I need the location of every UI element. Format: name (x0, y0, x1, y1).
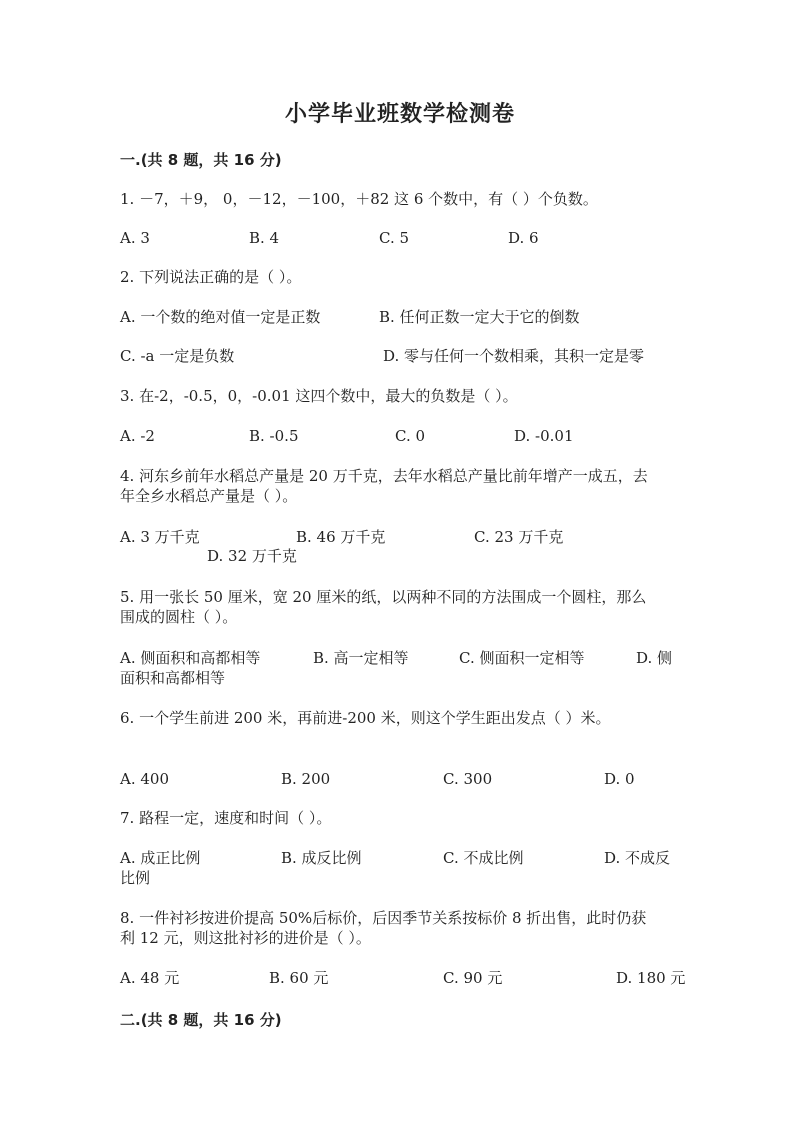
q7-option-a: A. 成正比例 (120, 849, 201, 867)
q4-option-d: D. 32 万千克 (207, 547, 297, 565)
q4-option-c: C. 23 万千克 (474, 528, 564, 546)
q5-option-d-cont: 面积和高都相等 (120, 669, 226, 687)
question-4-text-line2: 年全乡水稻总产量是（ ）。 (120, 487, 298, 505)
q1-option-d: D. 6 (508, 229, 539, 247)
q7-option-b: B. 成反比例 (281, 849, 362, 867)
q7-option-d-cont: 比例 (120, 869, 151, 887)
question-5-text-line1: 5. 用一张长 50 厘米，宽 20 厘米的纸，以两种不同的方法围成一个圆柱，那么 (120, 588, 647, 606)
q3-option-c: C. 0 (395, 427, 426, 445)
q6-option-a: A. 400 (120, 770, 169, 788)
q2-option-d: D. 零与任何一个数相乘，其积一定是零 (383, 347, 645, 365)
question-3-text: 3. 在-2，-0.5，0，-0.01 这四个数中，最大的负数是（ ）。 (120, 387, 518, 405)
q4-option-b: B. 46 万千克 (296, 528, 386, 546)
q1-option-b: B. 4 (249, 229, 280, 247)
question-4-text-line1: 4. 河东乡前年水稻总产量是 20 万千克，去年水稻总产量比前年增产一成五，去 (120, 467, 648, 485)
q7-option-c: C. 不成比例 (443, 849, 524, 867)
question-8-text-line2: 利 12 元，则这批衬衫的进价是（ ）。 (120, 929, 371, 947)
q2-option-b: B. 任何正数一定大于它的倒数 (379, 308, 580, 326)
q2-option-a: A. 一个数的绝对值一定是正数 (120, 308, 321, 326)
q8-option-a: A. 48 元 (120, 969, 180, 987)
q7-option-d: D. 不成反 (604, 849, 671, 867)
section-heading-2: 二.(共 8 题，共 16 分) (120, 1011, 282, 1029)
question-1-text: 1. －7，＋9， 0，－12，－100，＋82 这 6 个数中，有（ ）个负数。 (120, 190, 598, 208)
q8-option-b: B. 60 元 (269, 969, 329, 987)
question-6-text: 6. 一个学生前进 200 米，再前进-200 米，则这个学生距出发点（ ）米。 (120, 709, 611, 727)
q2-option-c: C. -a 一定是负数 (120, 347, 235, 365)
q3-option-b: B. -0.5 (249, 427, 299, 445)
q6-option-c: C. 300 (443, 770, 493, 788)
q1-option-a: A. 3 (120, 229, 150, 247)
q4-option-a: A. 3 万千克 (120, 528, 200, 546)
q3-option-a: A. -2 (120, 427, 155, 445)
q5-option-b: B. 高一定相等 (313, 649, 409, 667)
question-2-text: 2. 下列说法正确的是（ ）。 (120, 268, 302, 286)
q1-option-c: C. 5 (379, 229, 410, 247)
q5-option-c: C. 侧面积一定相等 (459, 649, 585, 667)
question-5-text-line2: 围成的圆柱（ ）。 (120, 608, 238, 626)
page-title: 小学毕业班数学检测卷 (284, 101, 515, 127)
q5-option-a: A. 侧面积和高都相等 (120, 649, 261, 667)
q6-option-b: B. 200 (281, 770, 331, 788)
q5-option-d: D. 侧 (636, 649, 673, 667)
q8-option-c: C. 90 元 (443, 969, 503, 987)
section-heading-1: 一.(共 8 题，共 16 分) (120, 151, 282, 169)
question-7-text: 7. 路程一定，速度和时间（ ）。 (120, 809, 332, 827)
q3-option-d: D. -0.01 (514, 427, 574, 445)
q6-option-d: D. 0 (604, 770, 635, 788)
q8-option-d: D. 180 元 (616, 969, 686, 987)
question-8-text-line1: 8. 一件衬衫按进价提高 50%后标价，后因季节关系按标价 8 折出售，此时仍获 (120, 909, 647, 927)
